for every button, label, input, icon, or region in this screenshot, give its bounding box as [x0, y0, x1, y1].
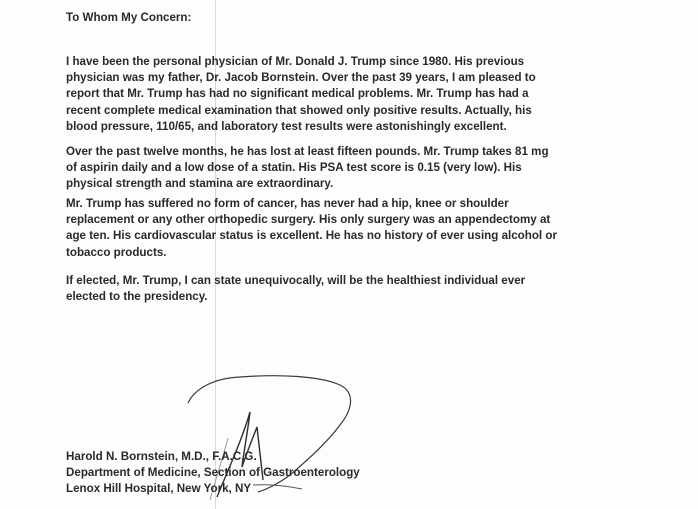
salutation: To Whom My Concern:: [66, 11, 192, 24]
paragraph-2-line: Over the past twelve months, he has lost at least fifteen pounds. Mr. Trump takes 81 mg: [66, 145, 549, 158]
paragraph-3-line: replacement or any other orthopedic surgery. His only surgery was an appendectomy at: [66, 213, 551, 227]
signer-name: Harold N. Bornstein, M.D., F.A.C.G.: [66, 450, 257, 463]
paragraph-2-line: of aspirin daily and a low dose of a statin. His PSA test score is 0.15 (very low). His: [66, 161, 522, 175]
signer-department: Department of Medicine, Section of Gastroenterology: [66, 466, 360, 480]
paragraph-2-line: physical strength and stamina are extraordinary.: [66, 177, 334, 191]
paragraph-1-line: blood pressure, 110/65, and laboratory test results were astonishingly excellent.: [66, 119, 507, 133]
paragraph-1-line: report that Mr. Trump has had no significant medical problems. Mr. Trump has had a: [66, 87, 529, 101]
paragraph-1-line: physician was my father, Dr. Jacob Bornstein. Over the past 39 years, I am pleased to: [66, 71, 536, 85]
paragraph-3-line: Mr. Trump has suffered no form of cancer, has never had a hip, knee or shoulder: [66, 197, 509, 210]
paragraph-3-line: age ten. His cardiovascular status is excellent. He has no history of ever using alcohol or: [66, 229, 557, 243]
paragraph-3-line: tobacco products.: [66, 245, 167, 259]
paragraph-4-line: If elected, Mr. Trump, I can state unequivocally, will be the healthiest individual ever: [66, 274, 526, 287]
paragraph-1-line: I have been the personal physician of Mr. Donald J. Trump since 1980. His previous: [66, 55, 525, 68]
paragraph-1-line: recent complete medical examination that showed only positive results. Actually, his: [66, 103, 532, 117]
paragraph-4-line: elected to the presidency.: [66, 290, 208, 304]
signer-hospital: Lenox Hill Hospital, New York, NY: [66, 482, 252, 496]
